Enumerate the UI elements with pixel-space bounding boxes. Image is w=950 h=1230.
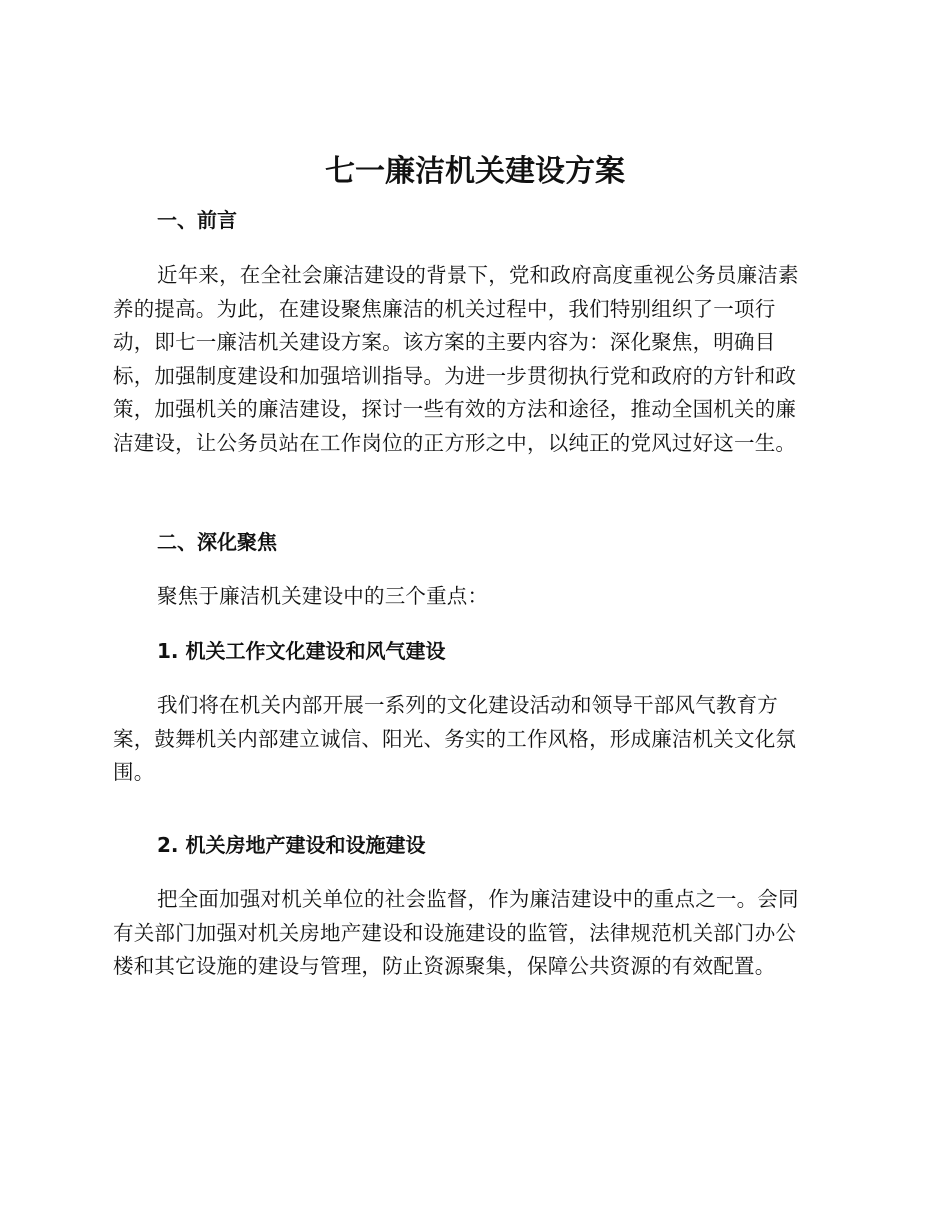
document-title: 七一廉洁机关建设方案 bbox=[325, 154, 625, 189]
paragraph-line: 有关部门加强对机关房地产建设和设施建设的监管，法律规范机关部门办公 bbox=[113, 920, 797, 945]
subsection-heading-real-estate: 2. 机关房地产建设和设施建设 bbox=[157, 833, 426, 857]
subsection-paragraph-work-culture bbox=[113, 689, 835, 790]
section-heading-deepen-focus: 二、深化聚焦 bbox=[157, 530, 277, 554]
paragraph-line: 洁建设，让公务员站在工作岗位的正方形之中，以纯正的党风过好这一生。 bbox=[113, 430, 797, 455]
paragraph-line: 围。 bbox=[113, 760, 155, 784]
paragraph-line: 策，加强机关的廉洁建设，探讨一些有效的方法和途径，推动全国机关的廉 bbox=[113, 397, 797, 421]
paragraph-line: 楼和其它设施的建设与管理，防止资源聚集，保障公共资源的有效配置。 bbox=[113, 954, 776, 978]
subsection-paragraph-real-estate bbox=[113, 883, 835, 984]
paragraph-line: 把全面加强对机关单位的社会监督，作为廉洁建设中的重点之一。会同 bbox=[157, 887, 799, 911]
paragraph-line: 聚焦于廉洁机关建设中的三个重点： bbox=[157, 584, 489, 608]
paragraph-line: 动，即七一廉洁机关建设方案。该方案的主要内容为：深化聚焦，明确目 bbox=[113, 330, 776, 354]
paragraph-line: 近年来，在全社会廉洁建设的背景下，党和政府高度重视公务员廉洁素 bbox=[157, 263, 799, 287]
paragraph-line: 标，加强制度建设和加强培训指导。为进一步贯彻执行党和政府的方针和政 bbox=[113, 363, 797, 388]
subsection-heading-work-culture: 1. 机关工作文化建设和风气建设 bbox=[157, 639, 446, 663]
paragraph-line: 我们将在机关内部开展一系列的文化建设活动和领导干部风气教育方 bbox=[157, 693, 778, 717]
paragraph-line: 养的提高。为此，在建设聚焦廉洁的机关过程中，我们特别组织了一项行 bbox=[113, 296, 776, 321]
section-paragraph-preface bbox=[113, 259, 835, 460]
section-heading-preface: 一、前言 bbox=[157, 208, 237, 232]
paragraph-line: 案，鼓舞机关内部建立诚信、阳光、务实的工作风格，形成廉洁机关文化氛 bbox=[113, 726, 797, 751]
section-paragraph-deepen-focus bbox=[113, 580, 835, 614]
